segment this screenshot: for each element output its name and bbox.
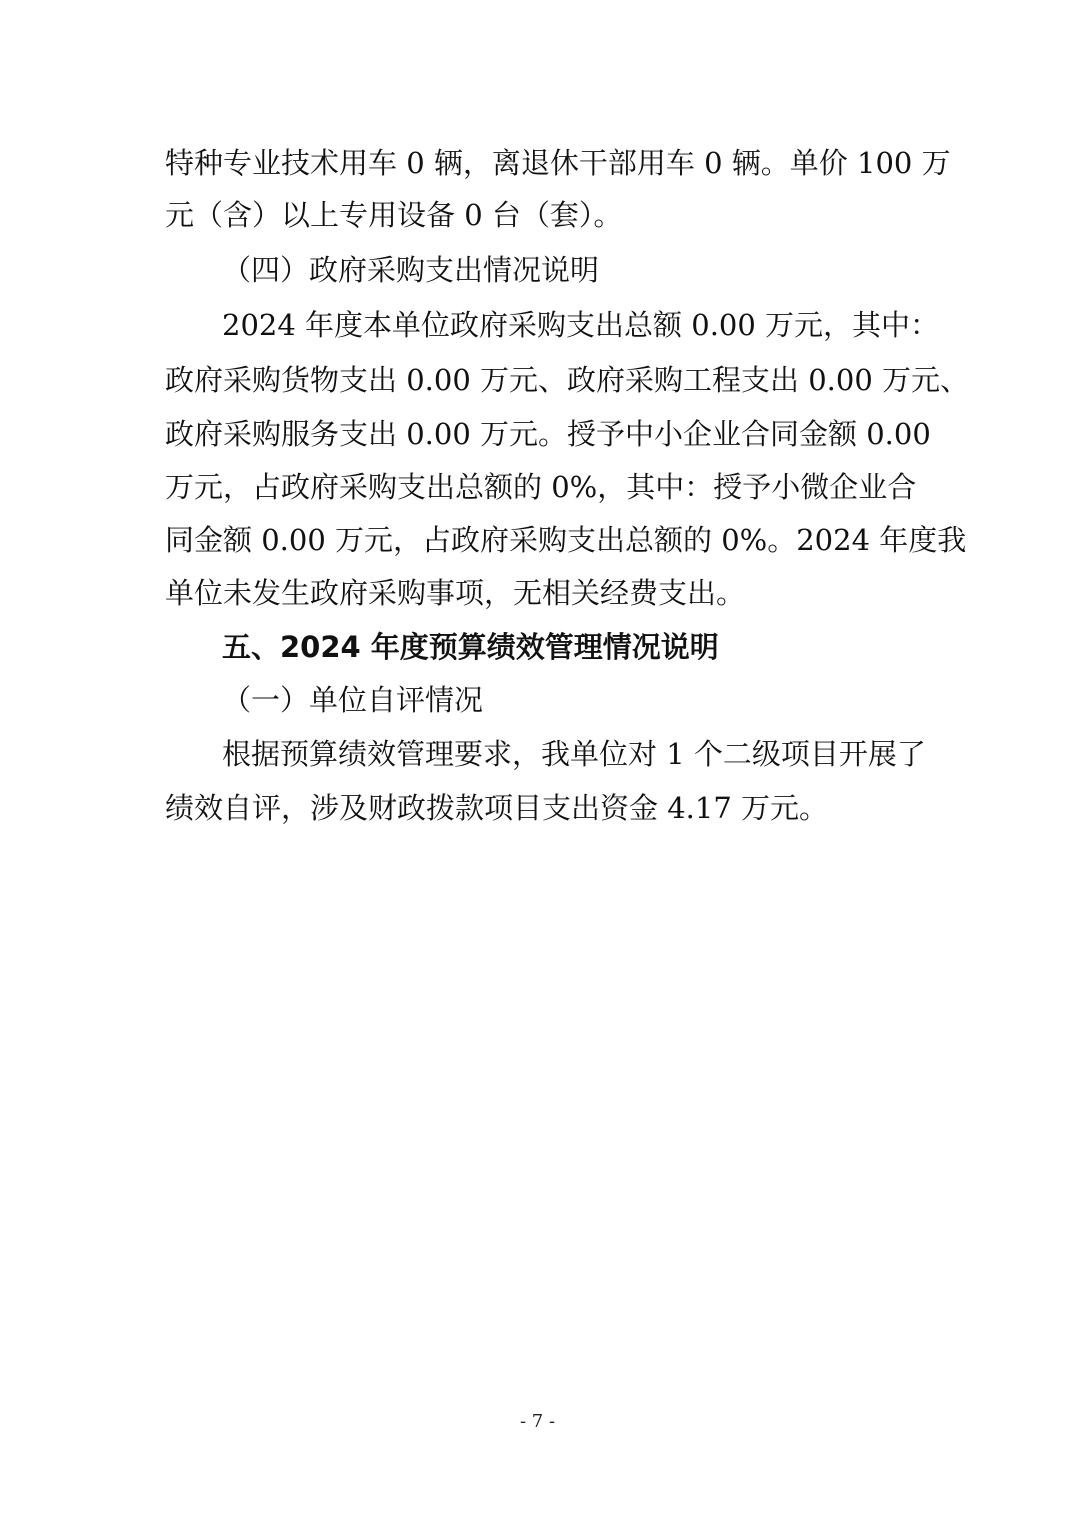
- body-text-line-1: 特种专业技术用车 0 辆，离退休干部用车 0 辆。单价 100 万: [165, 146, 951, 180]
- body-text-line-10: 绩效自评，涉及财政拨款项目支出资金 4.17 万元。: [165, 791, 829, 825]
- body-text-line-6: 万元，占政府采购支出总额的 0%，其中：授予小微企业合: [165, 470, 917, 504]
- subsection-heading-1-self-evaluation: （一）单位自评情况: [222, 683, 484, 717]
- body-text-line-7: 同金额 0.00 万元，占政府采购支出总额的 0%。2024 年度我: [165, 523, 967, 557]
- section-heading-4-procurement: （四）政府采购支出情况说明: [222, 253, 600, 287]
- body-text-line-8: 单位未发生政府采购事项，无相关经费支出。: [165, 576, 746, 610]
- page-number: - 7 -: [519, 1411, 556, 1432]
- body-text-line-9: 根据预算绩效管理要求，我单位对 1 个二级项目开展了: [222, 737, 926, 771]
- body-text-line-4: 政府采购货物支出 0.00 万元、政府采购工程支出 0.00 万元、: [165, 363, 970, 397]
- body-text-line-2: 元（含）以上专用设备 0 台（套）。: [165, 198, 623, 232]
- body-text-line-3: 2024 年度本单位政府采购支出总额 0.00 万元，其中：: [222, 308, 940, 342]
- section-heading-5-performance: 五、2024 年度预算绩效管理情况说明: [222, 630, 719, 664]
- body-text-line-5: 政府采购服务支出 0.00 万元。授予中小企业合同金额 0.00: [165, 417, 931, 451]
